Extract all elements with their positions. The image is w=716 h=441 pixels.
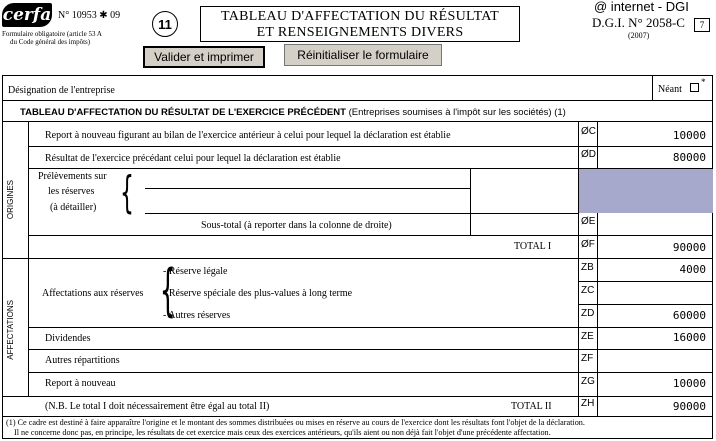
- section-note-ref: (1): [554, 107, 566, 118]
- prelevements-line1: Prélèvements sur: [38, 171, 107, 182]
- cerfa-number: N° 10953 ✱ 09: [58, 10, 121, 21]
- autres-reserves-label: - Autres réserves: [163, 310, 231, 321]
- value-zf[interactable]: [600, 353, 706, 369]
- nb-total-note: (N.B. Le total I doit nécessairement être égal au total II): [45, 401, 270, 412]
- section-title: [20, 107, 566, 118]
- code-zf: ZF: [581, 353, 594, 364]
- form-title-line2: ET RENSEIGNEMENTS DIVERS: [256, 25, 464, 40]
- form-year: (2007): [628, 31, 650, 40]
- code-0d: ØD: [581, 149, 596, 160]
- value-0d[interactable]: 80000: [672, 151, 706, 164]
- code-0c: ØC: [581, 126, 596, 137]
- total-2-label: TOTAL II: [511, 401, 552, 412]
- value-zc[interactable]: [600, 285, 706, 301]
- origines-side-label: ORIGINES: [6, 180, 15, 220]
- subtotal-label: Sous-total (à reporter dans la colonne de droite): [201, 220, 392, 231]
- resultat-precedent-label: Résultat de l'exercice précédant celui pour lequel la déclaration est établie: [45, 153, 341, 164]
- prelevement-line-1[interactable]: [145, 188, 470, 189]
- cerfa-logo: cerfa: [2, 5, 52, 25]
- report-anterieur-label: Report à nouveau figurant au bilan de l'exercice antérieur à celui pour lequel la déclaration est établie: [45, 130, 451, 141]
- form-note-line1: Formulaire obligatoire (article 53 A: [2, 30, 102, 38]
- value-zd[interactable]: 60000: [672, 309, 706, 322]
- prelevements-brace: {: [120, 167, 134, 218]
- prelevements-line2: les réserves: [48, 186, 95, 197]
- dgi-form-number: D.G.I. N° 2058-C: [592, 15, 685, 30]
- code-zd: ZD: [581, 308, 595, 319]
- designation-label: Désignation de l'entreprise: [8, 85, 115, 96]
- reserve-speciale-label: - Réserve spéciale des plus-values à long terme: [163, 288, 353, 299]
- code-zc: ZC: [581, 285, 595, 296]
- internet-label: @ internet - DGI: [594, 0, 689, 14]
- prelevements-line3: (à détailler): [50, 202, 97, 213]
- reserves-label: Affectations aux réserves: [42, 288, 144, 299]
- neant-asterisk: *: [701, 77, 706, 87]
- code-zh: ZH: [581, 398, 595, 409]
- designation-input[interactable]: [128, 78, 648, 98]
- code-zb: ZB: [581, 262, 594, 273]
- total-1-label: TOTAL I: [514, 241, 552, 252]
- neant-checkbox[interactable]: [690, 83, 699, 92]
- value-0c[interactable]: 10000: [672, 129, 706, 142]
- section-title-main: TABLEAU D'AFFECTATION DU RÉSULTAT DE L'EXERCICE PRÉCÉDENT: [20, 107, 346, 118]
- form-title-line1: TABLEAU D'AFFECTATION DU RÉSULTAT: [220, 9, 500, 24]
- section-subtitle: (Entreprises soumises à l'impôt sur les sociétés): [348, 107, 552, 118]
- value-zb[interactable]: 4000: [679, 263, 706, 276]
- validate-print-button[interactable]: Valider et imprimer: [143, 46, 265, 68]
- footnote-line1: (1) Ce cadre est destiné à faire apparaître l'origine et le montant des sommes distribuées ou mises en réserve au cours de l'exercice dont les résultats font l'objet de la déclaration.: [6, 418, 585, 427]
- code-ze: ZE: [581, 331, 594, 342]
- shaded-cell: [579, 169, 713, 213]
- value-0e[interactable]: [600, 216, 706, 232]
- code-zg: ZG: [581, 376, 595, 387]
- reset-form-button[interactable]: Réinitialiser le formulaire: [284, 44, 442, 66]
- reserves-brace: {: [159, 258, 176, 323]
- footnote-line2: Il ne concerne donc pas, en principe, les résultats de cet exercice mais ceux des exercices antérieurs, qu'ils aient ou non déjà fait l'objet d'une précédente affectation.: [14, 428, 551, 437]
- code-0f: ØF: [581, 239, 595, 250]
- code-0e: ØE: [581, 216, 596, 227]
- dividendes-label: Dividendes: [45, 333, 91, 344]
- affectations-side-label: AFFECTATIONS: [6, 300, 15, 360]
- form-index-badge: 11: [152, 11, 178, 37]
- form-note-line2: du Code général des impôts): [10, 38, 91, 46]
- form-title-box: [200, 6, 520, 42]
- prelevement-line-2[interactable]: [145, 213, 578, 214]
- value-ze[interactable]: 16000: [672, 331, 706, 344]
- page-number-box: 7: [694, 18, 710, 32]
- reserve-legale-label: - Réserve légale: [163, 266, 228, 277]
- value-zh[interactable]: 90000: [672, 400, 706, 413]
- neant-label: Néant: [658, 84, 682, 95]
- value-zg[interactable]: 10000: [672, 377, 706, 390]
- autres-repartitions-label: Autres répartitions: [45, 355, 120, 366]
- report-nouveau-label: Report à nouveau: [45, 378, 116, 389]
- value-0f[interactable]: 90000: [672, 241, 706, 254]
